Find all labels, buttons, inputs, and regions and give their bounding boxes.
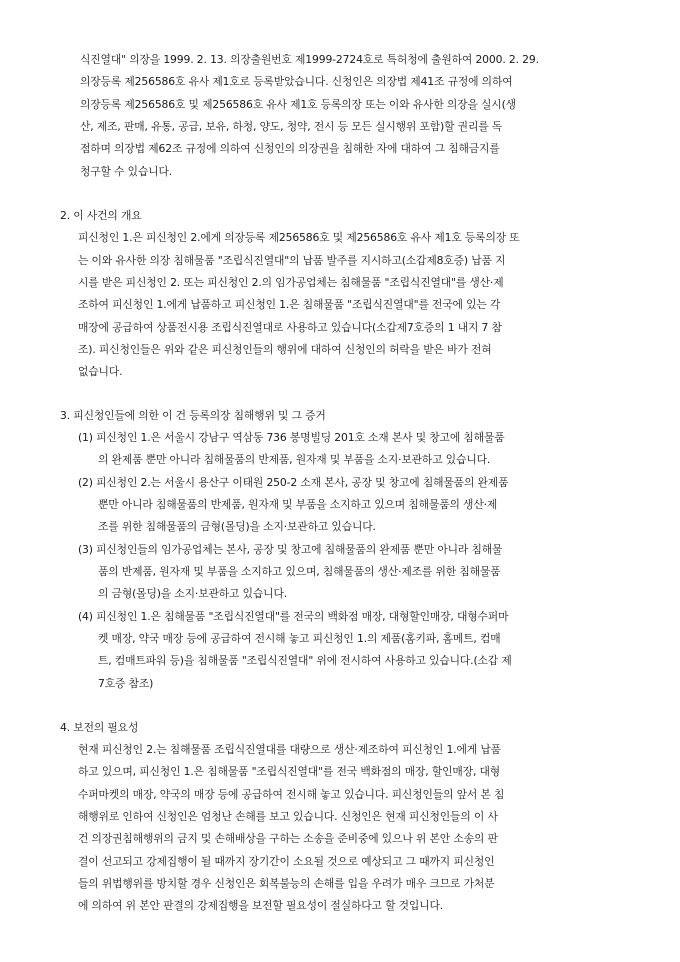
body-line: 는 이와 유사한 의장 침해물품 "조립식진열대"의 납품 발주를 지시하고(소갑제8호증) 납품 지 [78,254,506,267]
intro-line: 산, 제조, 판매, 유통, 공급, 보유, 하청, 양도, 청약, 전시 등 모든 실시행위 포함)할 권리를 독 [80,120,503,133]
body-line: 수퍼마켓의 매장, 약국의 매장 등에 공급하여 전시해 놓고 있습니다. 피신청인들의 앞서 본 침 [78,788,505,801]
list-item-line: 의 완제품 뿐만 아니라 침해물품의 반제품, 원자재 및 부품을 소지·보관하고 있습니다. [98,453,491,466]
intro-line: 점하며 의장법 제62조 규정에 의하여 신청인의 의장권을 침해한 자에 대하여 그 침해금지를 [80,142,500,155]
body-line: 에 의하여 위 본안 판결의 강제집행을 보전할 필요성이 절실하다고 할 것입니다. [78,899,444,912]
body-line: 없습니다. [78,365,123,378]
list-item-line: 의 금형(몰딩)을 소지·보관하고 있습니다. [98,587,288,600]
body-line: 조하여 피신청인 1.에게 납품하고 피신청인 1.은 침해물품 "조립식진열대"를 전국에 있는 각 [78,298,501,311]
body-line: 조). 피신청인들은 위와 같은 피신청인들의 행위에 대하여 신청인의 허락을 받은 바가 전혀 [78,343,492,356]
list-item-line: 7호증 참조) [98,677,154,690]
section-heading: 2. 이 사건의 개요 [60,209,142,222]
section-heading: 4. 보전의 필요성 [60,721,139,734]
list-item-line: (1) 피신청인 1.은 서울시 강남구 역삼동 736 봉명빌딩 201호 소재 본사 및 창고에 침해물품 [78,431,505,444]
body-line: 현재 피신청인 2.는 침해물품 조립식진열대를 대량으로 생산·제조하여 피신청인 1.에게 납품 [78,743,501,756]
list-item-line: (3) 피신청인들의 임가공업체는 본사, 공장 및 창고에 침해물품의 완제품 뿐만 아니라 침해물 [78,543,503,556]
body-line: 건 의장권침해행위의 금지 및 손해배상을 구하는 소송을 준비중에 있으나 위 본안 소송의 판 [78,832,498,845]
body-line: 해행위로 인하여 신청인은 엄청난 손해를 보고 있습니다. 신청인은 현재 피신청인들의 이 사 [78,810,498,823]
body-line: 들의 위법행위를 방치할 경우 신청인은 회복불능의 손해를 입을 우려가 매우 크므로 가처분 [78,877,495,890]
list-item-line: 조를 위한 침해물품의 금형(몰딩)을 소지·보관하고 있습니다. [98,520,376,533]
intro-line: 의장등록 제256586호 및 제256586호 유사 제1호 등록의장 또는 이와 유사한 의장을 실시(생 [80,98,516,111]
body-line: 결이 선고되고 강제집행이 될 때까지 장기간이 소요될 것으로 예상되고 그 때까지 피신청인 [78,855,495,868]
section-heading: 3. 피신청인들에 의한 이 건 등록의장 침해행위 및 그 증거 [60,409,326,422]
list-item-line: (4) 피신청인 1.은 침해물품 "조립식진열대"를 전국의 백화점 매장, 대형할인매장, 대형수퍼마 [78,610,509,623]
body-line: 하고 있으며, 피신청인 1.은 침해물품 "조립식진열대"를 전국 백화점의 매장, 할인매장, 대형 [78,765,501,778]
list-item-line: (2) 피신청인 2.는 서울시 용산구 이태원 250-2 소재 본사, 공장 및 창고에 침해물품의 완제품 [78,476,509,489]
list-item-line: 뿐만 아니라 침해물품의 반제품, 원자재 및 부품을 소지하고 있으며 침해물품의 생산·제 [98,498,498,511]
list-item-line: 켓 매장, 약국 매장 등에 공급하여 전시해 놓고 피신청인 1.의 제품(홈키파, 홈메트, 컴매 [98,632,501,645]
list-item-line: 품의 반제품, 원자재 및 부품을 소지하고 있으며, 침해물품의 생산·제조를 위한 침해물품 [98,565,501,578]
body-line: 시를 받은 피신청인 2. 또는 피신청인 2.의 임가공업체는 침해물품 "조립식진열대"를 생산·제 [78,276,504,289]
intro-line: 의장등록 제256586호 유사 제1호로 등록받았습니다. 신청인은 의장법 제41조 규정에 의하여 [80,75,513,88]
list-item-line: 트, 컴매트파워 등)을 침해물품 "조립식진열대" 위에 전시하여 사용하고 있습니다.(소갑 제 [98,654,512,667]
intro-line: 식진열대" 의장을 1999. 2. 13. 의장출원번호 제1999-2724호로 특허청에 출원하여 2000. 2. 29. [80,53,539,66]
intro-line: 청구할 수 있습니다. [80,165,173,178]
body-line: 피신청인 1.은 피신청인 2.에게 의장등록 제256586호 및 제256586호 유사 제1호 등록의장 또 [78,231,520,244]
body-line: 매장에 공급하여 상품전시용 조립식진열대로 사용하고 있습니다(소갑제7호증의 1 내지 7 참 [78,321,502,334]
